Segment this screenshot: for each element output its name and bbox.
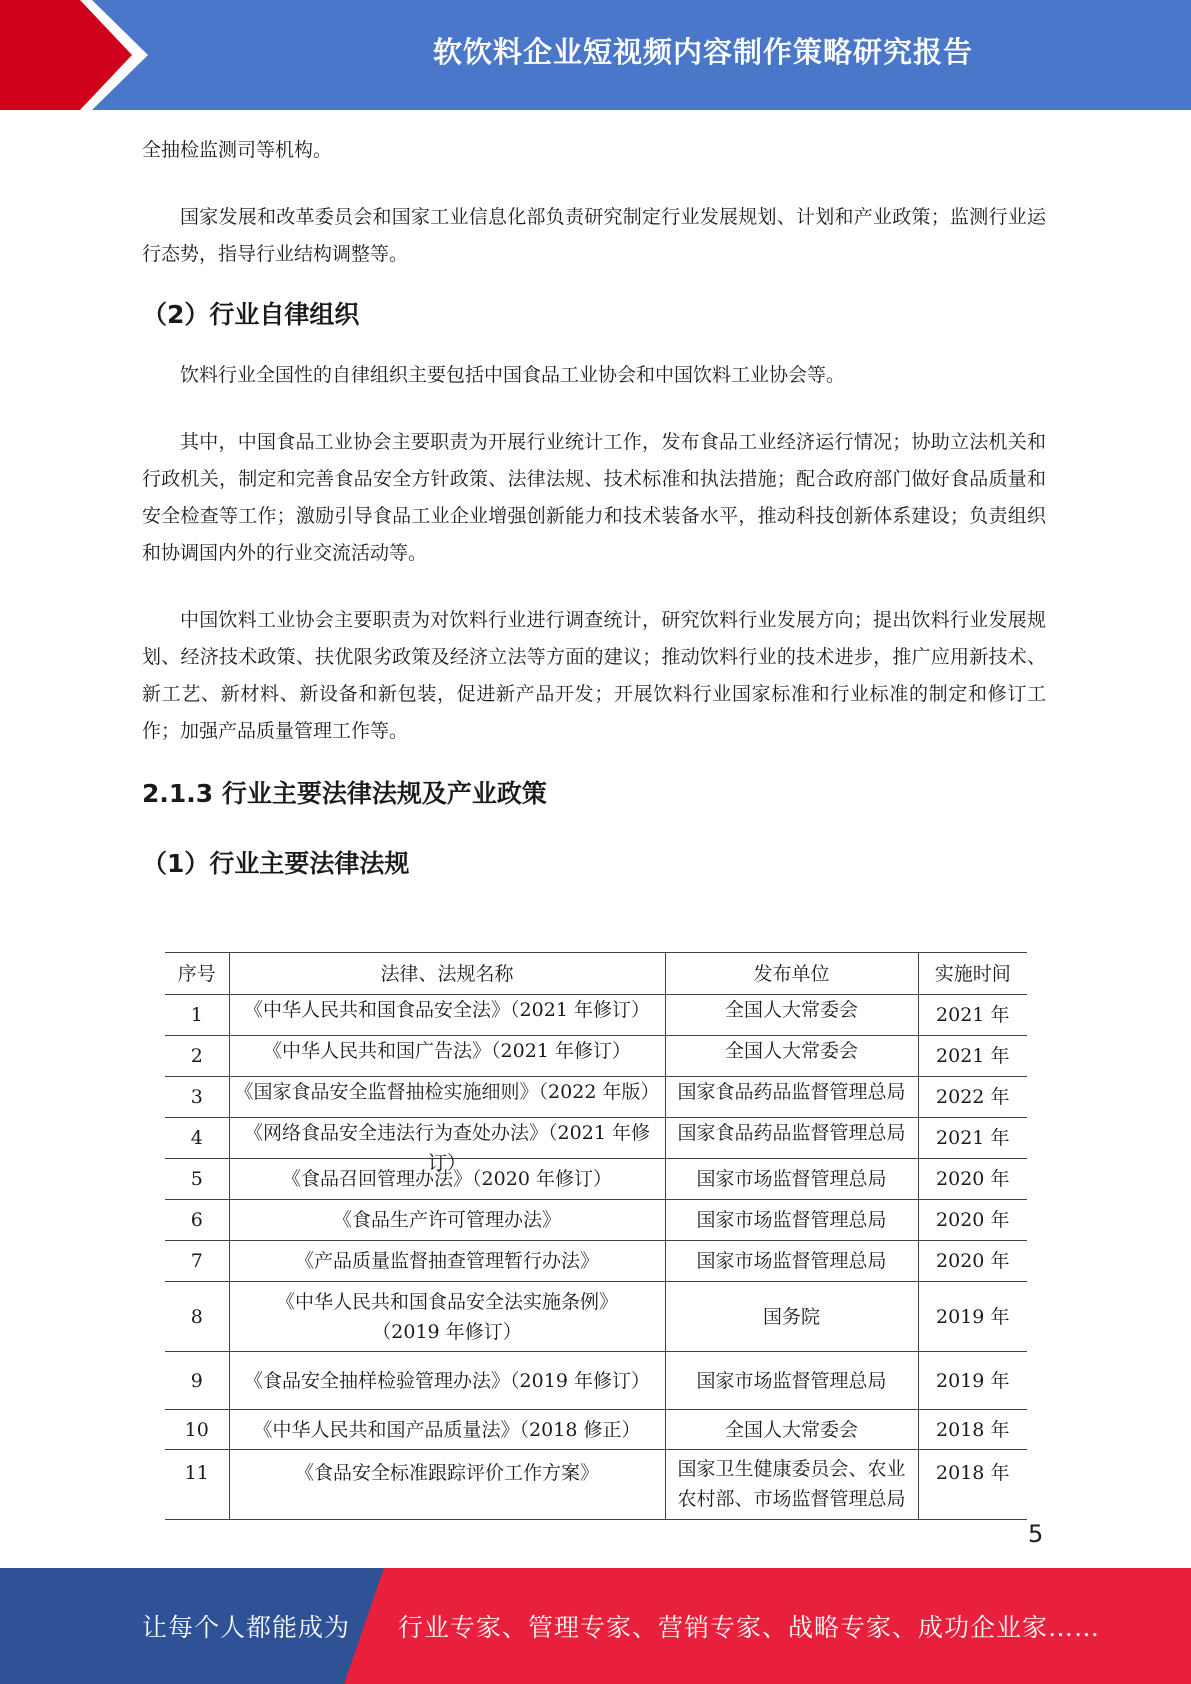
cell-issuer <box>665 1118 918 1159</box>
cell-index: 11 <box>165 1450 229 1520</box>
report-title: 软饮料企业短视频内容制作策略研究报告 <box>432 34 973 69</box>
cell-index: 8 <box>165 1282 229 1352</box>
cell-law-name: 《中华人民共和国产品质量法》（2018 修正） <box>229 1410 665 1450</box>
cell-law-name: 《产品质量监督抽查管理暂行办法》 <box>229 1241 665 1282</box>
cell-issuer-text: 全国人大常委会 <box>724 1040 858 1062</box>
table-row <box>165 995 1027 1036</box>
cell-law-name: 《食品生产许可管理办法》 <box>229 1200 665 1241</box>
cell-law-name-text: 《中华人民共和国广告法》（2021 年修订） <box>263 1040 631 1062</box>
cell-date: 2020 年 <box>918 1159 1027 1200</box>
cell-law-name-text: 《国家食品安全监督抽检实施细则》（2022 年版） <box>234 1081 660 1103</box>
paragraph-food-association: 其中，中国食品工业协会主要职责为开展行业统计工作，发布食品工业经济运行情况；协助立法机关和行政机关，制定和完善食品安全方针政策、法律法规、技术标准和执法措施；配合政府部门做好食品质量和安全检查等工作；激励引导食品工业企业增强创新能力和技术装备水平，推动科技创新体系建设；负责组织和协调国内外的行业交流活动等。 <box>142 431 1046 564</box>
cell-date: 2021 年 <box>918 995 1027 1036</box>
cell-law-name: 《食品安全抽样检验管理办法》（2019 年修订） <box>229 1352 665 1410</box>
cell-issuer: 全国人大常委会 <box>665 1410 918 1450</box>
cell-index: 2 <box>165 1036 229 1077</box>
cell-law-name <box>229 995 665 1036</box>
table-row <box>165 1241 1027 1282</box>
cell-index: 6 <box>165 1200 229 1241</box>
table-row <box>165 1077 1027 1118</box>
cell-issuer <box>665 1077 918 1118</box>
paragraph-organizations: 饮料行业全国性的自律组织主要包括中国食品工业协会和中国饮料工业协会等。 <box>180 364 846 386</box>
header-index: 序号 <box>165 953 229 995</box>
cell-date: 2020 年 <box>918 1241 1027 1282</box>
header-issuer: 发布单位 <box>665 953 918 995</box>
cell-date: 2021 年 <box>918 1036 1027 1077</box>
cell-index: 1 <box>165 995 229 1036</box>
table-row <box>165 1159 1027 1200</box>
cell-issuer: 国家市场监督管理总局 <box>665 1352 918 1410</box>
cell-law-name-text: 《中华人民共和国食品安全法》（2021 年修订） <box>244 999 650 1021</box>
cell-issuer: 国家市场监督管理总局 <box>665 1200 918 1241</box>
table-row <box>165 1352 1027 1410</box>
cell-date: 2021 年 <box>918 1118 1027 1159</box>
cell-law-name-text: 《网络食品安全违法行为查处办法》（2021 年修订） <box>244 1122 650 1174</box>
table-header-row <box>165 953 1027 995</box>
cell-issuer <box>665 995 918 1036</box>
document-body <box>142 132 1046 884</box>
page-number: 5 <box>1028 1520 1044 1548</box>
cell-index: 10 <box>165 1410 229 1450</box>
cell-issuer: 国务院 <box>665 1282 918 1352</box>
cell-law-name: 《中华人民共和国食品安全法实施条例》（2019 年修订） <box>229 1282 665 1352</box>
cell-issuer: 国家卫生健康委员会、农业农村部、市场监督管理总局 <box>665 1450 918 1520</box>
cell-issuer: 国家市场监督管理总局 <box>665 1159 918 1200</box>
paragraph-continuation: 全抽检监测司等机构。 <box>142 139 333 161</box>
page-header <box>0 0 1191 110</box>
cell-law-name <box>229 1036 665 1077</box>
cell-date: 2018 年 <box>918 1450 1027 1520</box>
paragraph-beverage-association: 中国饮料工业协会主要职责为对饮料行业进行调查统计，研究饮料行业发展方向；提出饮料行业发展规划、经济技术政策、扶优限劣政策及经济立法等方面的建议；推动饮料行业的技术进步，推广应用新技术、新工艺、新材料、新设备和新包装，促进新产品开发；开展饮料行业国家标准和行业标准的制定和修订工作；加强产品质量管理工作等。 <box>142 609 1046 742</box>
cell-date: 2020 年 <box>918 1200 1027 1241</box>
cell-law-name <box>229 1118 665 1174</box>
laws-table <box>165 952 1027 1520</box>
cell-index: 7 <box>165 1241 229 1282</box>
table-row <box>165 1410 1027 1450</box>
laws-table-container <box>165 952 1027 1510</box>
paragraph-ndrc: 国家发展和改革委员会和国家工业信息化部负责研究制定行业发展规划、计划和产业政策；监测行业运行态势，指导行业结构调整等。 <box>142 206 1046 265</box>
cell-date: 2019 年 <box>918 1352 1027 1410</box>
header-effective-date: 实施时间 <box>918 953 1027 995</box>
cell-issuer: 国家市场监督管理总局 <box>665 1241 918 1282</box>
heading-self-regulatory: （2）行业自律组织 <box>142 300 360 329</box>
cell-law-name: 《食品安全标准跟踪评价工作方案》 <box>229 1450 665 1520</box>
header-law-name: 法律、法规名称 <box>229 953 665 995</box>
heading-section-2-1-3: 2.1.3 行业主要法律法规及产业政策 <box>142 779 547 808</box>
cell-law-name <box>229 1077 665 1118</box>
cell-issuer-text: 国家食品药品监督管理总局 <box>677 1081 906 1103</box>
cell-index: 9 <box>165 1352 229 1410</box>
footer-slogan-left: 让每个人都能成为 <box>142 1613 351 1642</box>
cell-index: 4 <box>165 1118 229 1159</box>
cell-issuer-text: 全国人大常委会 <box>724 999 858 1021</box>
cell-index: 3 <box>165 1077 229 1118</box>
table-row <box>165 1450 1027 1520</box>
heading-main-laws: （1）行业主要法律法规 <box>142 849 410 878</box>
cell-date: 2019 年 <box>918 1282 1027 1352</box>
table-row <box>165 1118 1027 1159</box>
cell-issuer <box>665 1036 918 1077</box>
cell-index: 5 <box>165 1159 229 1200</box>
cell-law-name: 《食品召回管理办法》（2020 年修订） <box>229 1159 665 1200</box>
cell-date: 2018 年 <box>918 1410 1027 1450</box>
table-row <box>165 1200 1027 1241</box>
table-row <box>165 1282 1027 1352</box>
cell-date: 2022 年 <box>918 1077 1027 1118</box>
page-footer <box>0 1568 1191 1684</box>
table-row <box>165 1036 1027 1077</box>
footer-slogan-right: 行业专家、管理专家、营销专家、战略专家、成功企业家…… <box>398 1613 1101 1642</box>
cell-issuer-text: 国家食品药品监督管理总局 <box>677 1122 906 1144</box>
